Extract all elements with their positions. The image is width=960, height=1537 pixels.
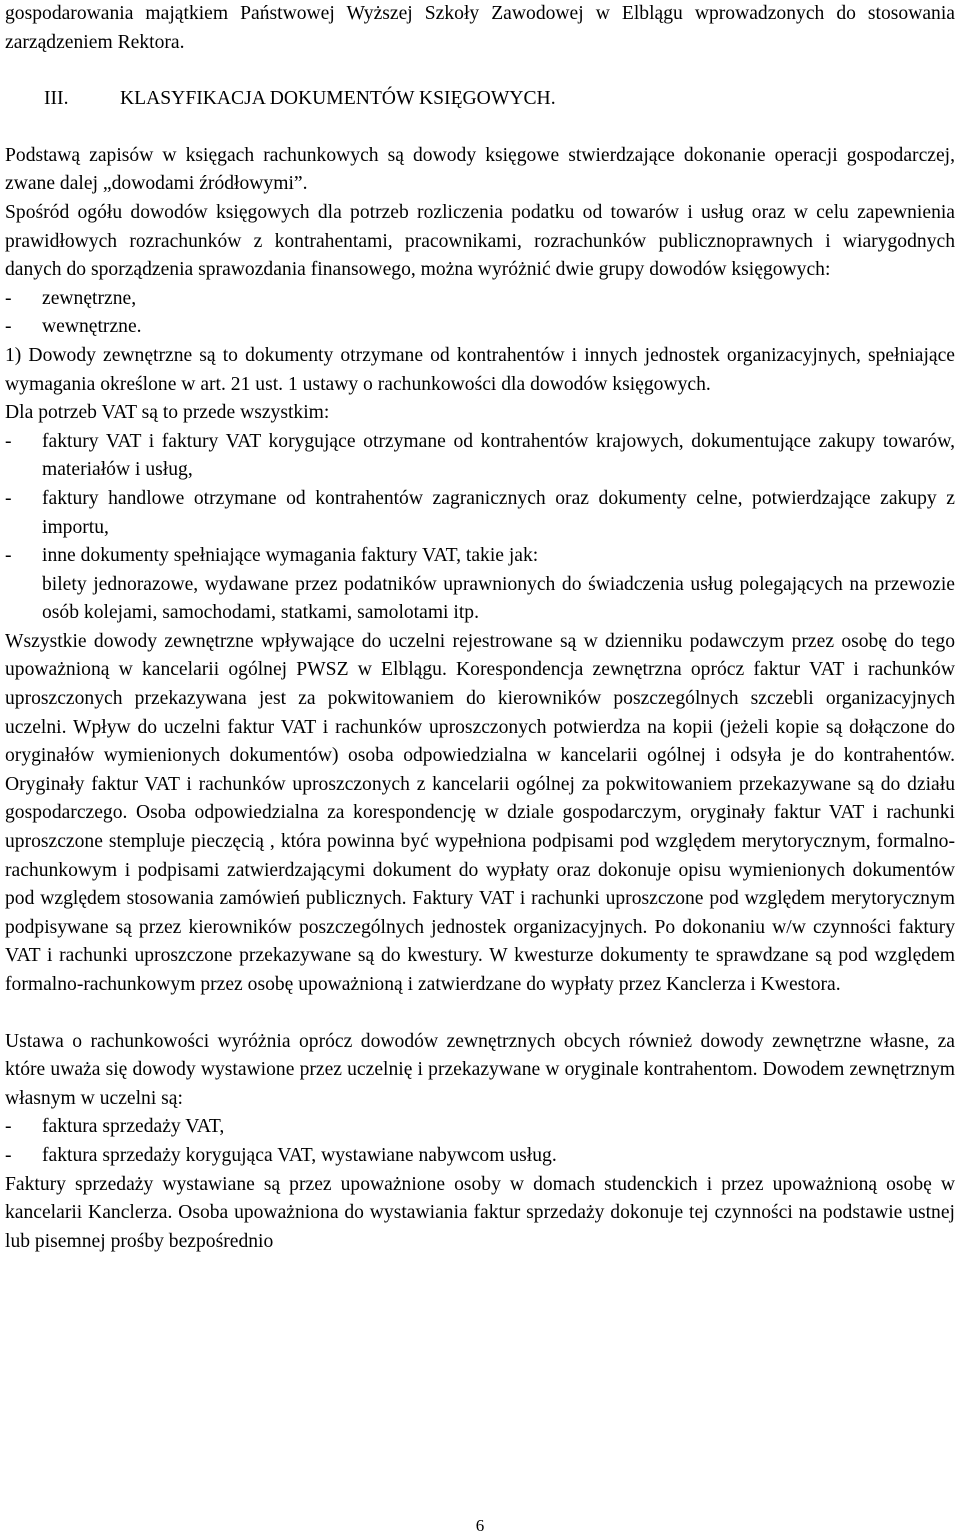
page-number: 6 <box>475 1516 485 1535</box>
own-list-item <box>5 1113 955 1142</box>
document-page <box>5 0 955 1256</box>
spacer <box>5 1000 955 1028</box>
section-title: KLASYFIKACJA DOKUMENTÓW KSIĘGOWYCH. <box>120 88 556 110</box>
list-item-text: faktura sprzedaży korygująca VAT, wystawiane nabywcom usług. <box>42 1144 557 1166</box>
groups-paragraph: Spośród ogółu dowodów księgowych dla potrzeb rozliczenia podatku od towarów i usług oraz w celu zapewnienia prawidłowych rozrachunków z kontrahentami, pracownikami, rozrachunków publicznoprawnych i wiarygodnych danych do sporządzenia sprawozdania finansowego, można wyróżnić dwie grupy dowodów księgowych: <box>5 201 955 281</box>
groups-list-item <box>5 285 955 314</box>
section-heading <box>5 85 955 114</box>
list-dash: - <box>5 487 12 509</box>
list-dash: - <box>5 287 12 309</box>
vat-list-item <box>5 428 955 485</box>
list-item-text: zewnętrzne, <box>42 287 137 309</box>
groups-list-item <box>5 313 955 342</box>
vat-list-item <box>5 485 955 542</box>
sales-paragraph: Faktury sprzedaży wystawiane są przez upoważnione osoby w domach studenckich i przez upoważnioną osobę w kancelarii Kanclerza. Osoba upoważniona do wystawiania faktur sprzedaży dokonuje tej czynności na podstawie ustnej lub pisemnej prośby bezpośrednio <box>5 1173 955 1252</box>
own-list-item <box>5 1142 955 1171</box>
external-definition: 1) Dowody zewnętrzne są to dokumenty otrzymane od kontrahentów i innych jednostek organizacyjnych, spełniające wymagania określone w art. 21 ust. 1 ustawy o rachunkowości dla dowodów księgowych. <box>5 344 955 395</box>
top-paragraph: gospodarowania majątkiem Państwowej Wyższej Szkoły Zawodowej w Elblągu wprowadzonych do stosowania zarządzeniem Rektora. <box>5 3 955 53</box>
own-external-paragraph: Ustawa o rachunkowości wyróżnia oprócz dowodów zewnętrznych obcych również dowody zewnętrzne własne, za które uważa się dowody wystawione przez uczelnię i przekazywane w oryginale kontrahentom. Dowodem zewnętrznym własnym w uczelni są: <box>5 1030 955 1109</box>
list-item-text: faktury handlowe otrzymane od kontrahentów zagranicznych oraz dokumenty celne, potwierdzające zakupy z importu, <box>42 487 955 538</box>
vat-intro: Dla potrzeb VAT są to przede wszystkim: <box>5 402 330 424</box>
vat-list-item <box>5 542 955 571</box>
list-dash: - <box>5 1116 12 1138</box>
list-item-text: inne dokumenty spełniające wymagania faktury VAT, takie jak: <box>42 545 539 567</box>
intro-paragraph: Podstawą zapisów w księgach rachunkowych są dowody księgowe stwierdzające dokonanie operacji gospodarczej, zwane dalej „dowodami źródłowymi”. <box>5 144 955 195</box>
list-dash: - <box>5 545 12 567</box>
procedure-paragraph: Wszystkie dowody zewnętrzne wpływające do uczelni rejestrowane są w dzienniku podawczym przez osobę do tego upoważnioną w kancelarii ogólnej PWSZ w Elblągu. Korespondencja zewnętrzna oprócz faktur VAT i rachunków uproszczonych przekazywana jest za pokwitowaniem do kierowników poszczególnych szczebli organizacyjnych uczelni. Wpływ do uczelni faktur VAT i rachunków uproszczonych potwierdza na kopii (jeżeli kopie są dołączone do oryginałów wymienionych dokumentów) osoba odpowiedzialna w kancelarii ogólnej i odsyła je do kontrahentów. Oryginały faktur VAT i rachunków uproszczonych z kancelarii ogólnej za pokwitowaniem przekazywane są do działu gospodarczego. Osoba odpowiedzialna za korespondencję w dziale gospodarczym, oryginały faktur VAT i rachunki uproszczone stempluje pieczęcią , która powinna być wypełniona podpisami pod względem merytorycznym, formalno-rachunkowym i podpisami zatwierdzającymi dokument do wypłaty oraz dokonuje opisu wymienionych dokumentów pod względem stosowania zamówień publicznych. Faktury VAT i rachunki uproszczone pod względem merytorycznym podpisywane są przez kierowników poszczególnych jednostek organizacyjnych. Po dokonaniu w/w czynności faktury VAT i rachunki uproszczone przekazywane są do kwestury. W kwesturze dokumenty te sprawdzane są pod względem formalno-rachunkowym przez osobę upoważnioną i zatwierdzane do wypłaty przez Kanclerza i Kwestora. <box>5 630 955 995</box>
list-dash: - <box>5 316 12 338</box>
list-item-text: faktura sprzedaży VAT, <box>42 1116 225 1138</box>
spacer <box>5 57 955 85</box>
vat-list-continuation: bilety jednorazowe, wydawane przez podatników uprawnionych do świadczenia usług polegających na przewozie osób kolejami, samochodami, statkami, samolotami itp. <box>42 573 955 624</box>
list-item-text: faktury VAT i faktury VAT korygujące otrzymane od kontrahentów krajowych, dokumentujące zakupy towarów, materiałów i usług, <box>42 430 955 481</box>
list-dash: - <box>5 1144 12 1166</box>
list-item-text: wewnętrzne. <box>42 316 142 338</box>
section-number: III. <box>44 88 69 110</box>
spacer <box>5 114 955 142</box>
list-dash: - <box>5 430 12 452</box>
